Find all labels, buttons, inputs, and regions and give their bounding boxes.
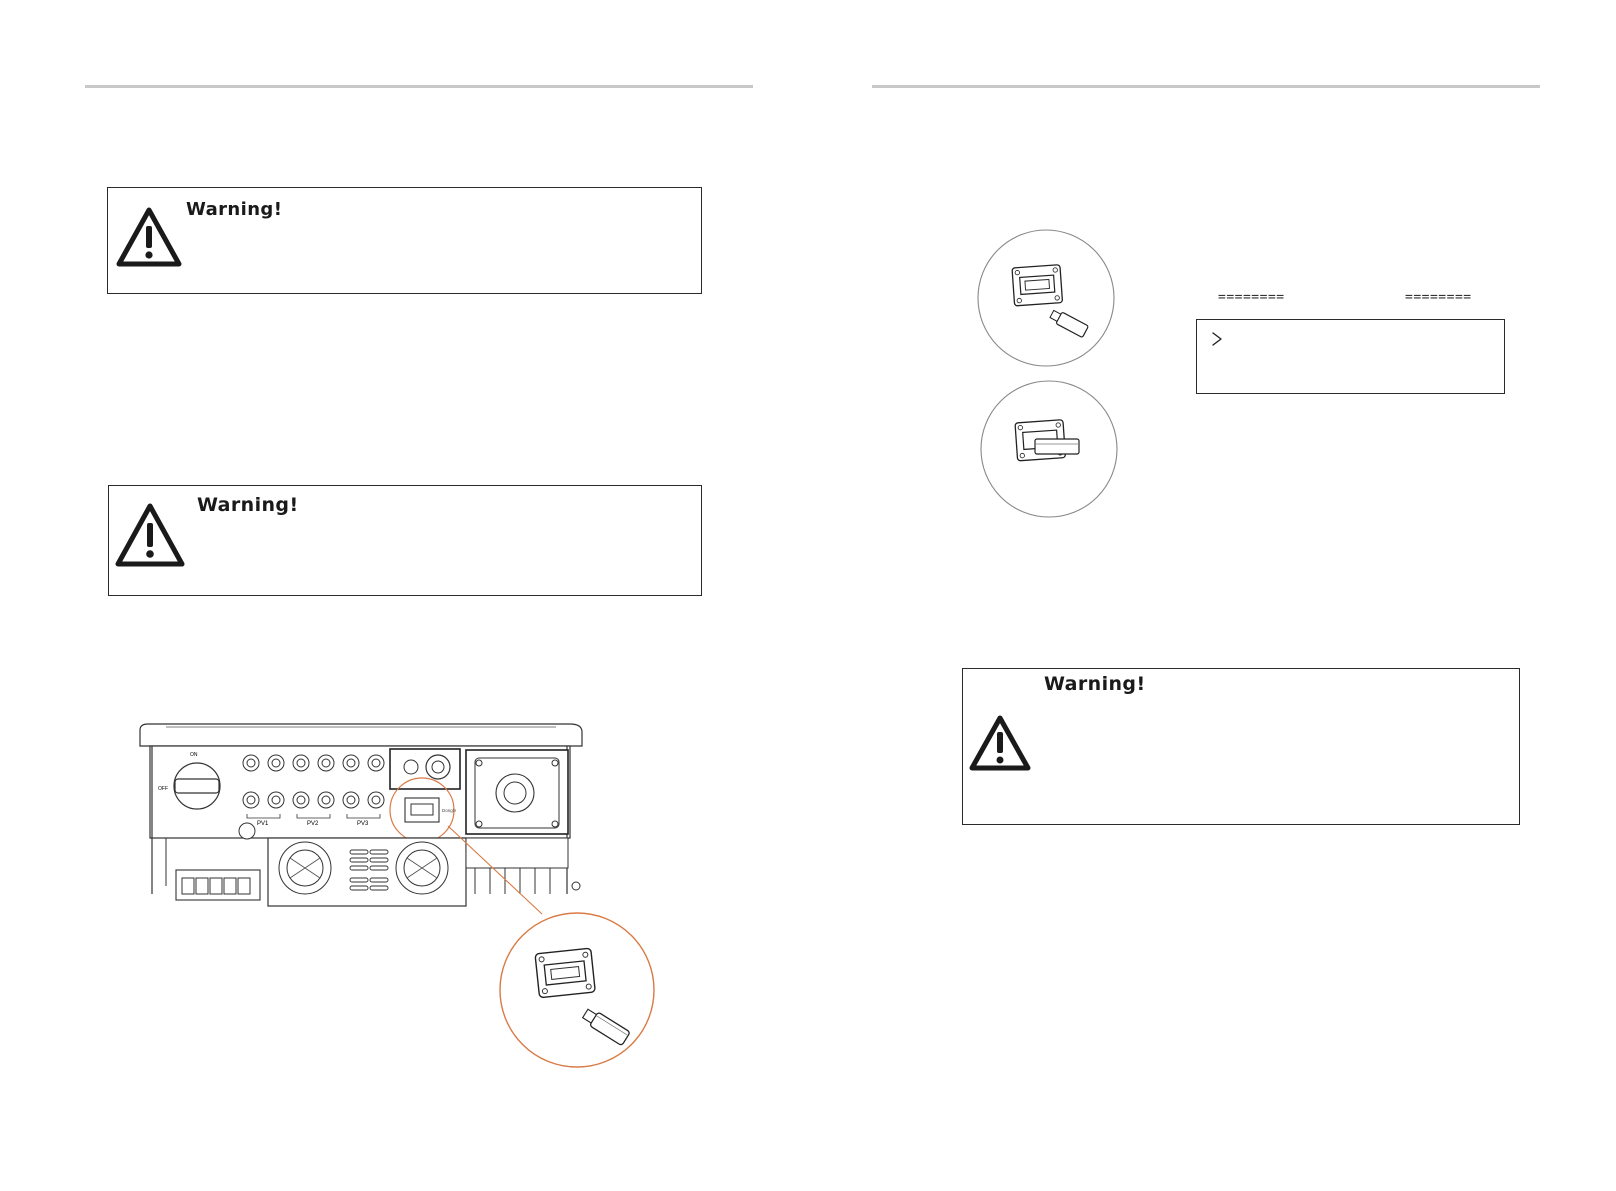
warning-triangle-icon [114, 502, 186, 568]
knob-off-label: OFF [158, 786, 168, 792]
inverter-dongle-figure [130, 718, 690, 1088]
pv1-label: PV1 [257, 821, 269, 827]
dongle-port-label: Dongle [442, 808, 457, 813]
warning-triangle-icon [115, 206, 183, 268]
knob-on-label: ON [190, 752, 198, 758]
lcd-header-dashes-right: ======== [1405, 290, 1472, 305]
header-rule [85, 85, 753, 88]
warning-title: Warning! [186, 199, 283, 220]
warning-title: Warning! [1044, 673, 1146, 695]
pv3-label: PV3 [357, 821, 369, 827]
pv2-label: PV2 [307, 821, 319, 827]
lcd-menu-box [1196, 319, 1505, 394]
header-rule [872, 85, 1540, 88]
warning-triangle-icon [968, 714, 1032, 772]
lcd-header-dashes-left: ======== [1218, 290, 1285, 305]
warning-box-1 [107, 187, 702, 294]
warning-box-2 [108, 485, 702, 596]
right-page [808, 0, 1616, 1191]
usb-port-with-dongle-removed-icon [976, 228, 1116, 368]
warning-title: Warning! [197, 494, 299, 516]
warning-box-3 [962, 668, 1520, 825]
chevron-right-icon [1211, 331, 1223, 347]
usb-port-with-dongle-inserted-icon [979, 379, 1119, 519]
